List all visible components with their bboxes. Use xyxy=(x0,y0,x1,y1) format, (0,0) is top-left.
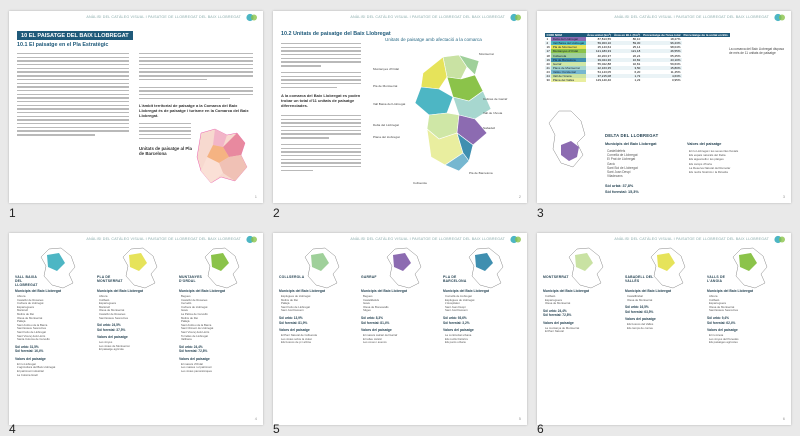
list-item: El patrimoni industrial xyxy=(17,368,44,373)
table-cell: 4,63% xyxy=(672,73,681,78)
table-cell: 18 xyxy=(546,53,550,58)
table-cell: 59,303,10 xyxy=(597,41,611,46)
table-cell: 39,024,36 xyxy=(597,57,611,62)
landscape-map xyxy=(193,127,251,185)
logo-icon xyxy=(245,235,259,244)
slide-header: ANÀLISI DEL CATÀLEG VISUAL I PAISATGE DE LLOBREGAT DEL BAIX LLOBREGAT xyxy=(86,237,241,241)
text-block xyxy=(281,43,361,90)
surface-forest: Sòl forestal: 81,9% xyxy=(279,320,308,325)
list-item: El Parc Natural de Collserola xyxy=(281,333,317,337)
section-subtitle: 10.2 Unitats de paisatge del Baix Llobregat xyxy=(281,31,391,37)
table-cell: 25,14 xyxy=(632,45,641,50)
list-item: Corbera de Llobregat xyxy=(17,301,44,306)
text-block xyxy=(139,53,253,101)
table-cell: 1 xyxy=(546,37,549,42)
section-title: 10 EL PAISATGE DEL BAIX LLOBREGAT xyxy=(17,31,133,40)
text-block xyxy=(281,115,361,173)
list-item: Olesa de Montserrat xyxy=(99,308,125,313)
slide-header: ANÀLISI DEL CATÀLEG VISUAL I PAISATGE DE LLOBREGAT DEL BAIX LLOBREGAT xyxy=(86,15,241,19)
valors-list xyxy=(689,149,738,174)
map-label: Pla de Barcelona xyxy=(469,171,493,175)
list-item: Collbató xyxy=(99,297,110,302)
unit-title: MUNTANYES D'ORDAL xyxy=(179,275,203,283)
valors-title: Valors del paisatge xyxy=(361,328,392,332)
list-item: Els parcs urbans xyxy=(445,340,466,345)
list-item: Sant Vicenç dels Horts xyxy=(181,329,210,334)
valors-title: Valors del paisatge xyxy=(625,317,656,322)
list-item: El riu Anoia xyxy=(709,333,724,337)
list-item: La Colònia Güell xyxy=(17,372,38,377)
text-block xyxy=(17,53,129,138)
unit-title: COLLSEROLA xyxy=(279,275,305,279)
surface-urban: Sòl urbà: 13,9% xyxy=(279,316,303,320)
list-item: El relleu càrstic xyxy=(363,336,382,341)
list-item: Molins de Rei xyxy=(17,311,34,316)
list-item: La continuïtat urbana xyxy=(445,333,472,337)
list-item: Torrelles de Llobregat xyxy=(181,333,208,338)
list-item: Les masies i el patrimoni xyxy=(181,365,212,370)
logo-icon xyxy=(509,235,523,244)
list-item: Castellví de Rosanes xyxy=(99,311,126,316)
page-number: 4 xyxy=(254,416,257,421)
map-label: Delta del Llobregat xyxy=(373,123,399,127)
section-subtitle: 10.1 El paisatge en el Pla Estratègic xyxy=(17,42,109,48)
list-item: Sitges xyxy=(363,308,371,313)
table-row xyxy=(545,49,730,53)
list-item: Gavà xyxy=(607,161,615,166)
list-item: Les vistes panoràmiques xyxy=(181,368,212,373)
map-label: Vall Baixa del Llobregat xyxy=(373,102,406,106)
map-label: Vall de l'Anoia xyxy=(483,111,503,115)
table-cell: Vall Baixa del Llobregat xyxy=(552,41,585,46)
table-cell: Collserola xyxy=(551,53,585,57)
unit-map xyxy=(303,247,343,289)
list-item: La Reserva Natural del Remolar xyxy=(689,165,731,170)
valors-list xyxy=(627,323,653,330)
table-cell: Pla de Barcelona xyxy=(551,58,585,62)
table-cell: 6,20 xyxy=(634,69,641,74)
page-number: 5 xyxy=(518,416,521,421)
surface-forest: Sòl forestal: 15,3% xyxy=(605,190,639,194)
list-item: Esparreguera xyxy=(545,297,562,302)
surface-forest: Sòl forestal: 72,8% xyxy=(179,349,208,354)
municipis-list xyxy=(363,295,389,313)
list-item: Sant Just Desvern xyxy=(281,308,304,313)
municipis-list xyxy=(17,295,50,342)
list-item: Sant Joan Despí xyxy=(607,170,631,175)
table-cell: 2 xyxy=(546,41,549,46)
list-item: Castelldefels xyxy=(363,297,380,302)
surface-urban: Sòl urbà: 8,3% xyxy=(361,316,383,320)
page-number: 6 xyxy=(782,416,785,421)
unit-title: VALL BAIXA DEL LLOBREGAT xyxy=(15,275,38,287)
list-item: Castellbisbal xyxy=(627,294,643,298)
municipis-title: Municipis del Baix Llobregat xyxy=(279,289,325,293)
valors-title: Valors del paisatge xyxy=(543,320,574,325)
surface-urban: Sòl urbà: 24,4% xyxy=(179,344,203,349)
table-cell: Garraf xyxy=(551,62,585,66)
slide-thumbnail-5[interactable] xyxy=(273,233,527,425)
map-label: Pla de Montserrat xyxy=(373,84,398,88)
table-cell: 21 xyxy=(546,65,550,70)
list-item: Castellví de Rosanes xyxy=(181,297,208,302)
list-item: Santa Coloma de Cervelló xyxy=(17,337,50,342)
slide-number-1: 1 xyxy=(9,206,16,220)
unit-map xyxy=(649,247,689,289)
map-label: Montserrat xyxy=(479,52,494,56)
list-item: Els aiguamolls i les platges xyxy=(689,157,724,162)
valors-title: Valors del paisatge xyxy=(15,356,46,361)
list-item: Abrera xyxy=(99,294,108,298)
table-cell: 25,143,64 xyxy=(597,45,611,50)
page-number: 3 xyxy=(782,194,785,199)
list-item: L'Hospitalet xyxy=(445,301,460,306)
list-item: Les vistes sobre la ciutat xyxy=(281,336,312,341)
list-item: Martorell xyxy=(99,304,110,309)
list-item: Abrera xyxy=(17,294,26,298)
table-cell: 86,10 xyxy=(632,37,641,42)
list-item: El Prat de Llobregat xyxy=(607,157,636,162)
table-cell: 16 xyxy=(546,45,550,50)
surface-forest: Sòl forestal: 81,4% xyxy=(361,320,390,325)
slide-number-6: 6 xyxy=(537,422,544,436)
slide-thumbnail-1[interactable] xyxy=(9,11,263,203)
table-cell: 17 xyxy=(546,49,550,54)
list-item: Sant Just Desvern xyxy=(445,308,468,313)
table-cell: 121,18 xyxy=(631,49,641,54)
map-label: Collserola xyxy=(413,181,427,185)
list-item: L'agricultura del Baix Llobregat xyxy=(17,365,56,370)
list-item: Olesa de Montserrat xyxy=(545,301,571,306)
unit-title: PLA DE BARCELONA xyxy=(443,275,467,283)
surface-urban: Sòl urbà: 24,5% xyxy=(97,323,121,328)
table-cell: Plana del Vallès xyxy=(551,78,585,82)
list-item: Els nuclis històrics i la Ricarda xyxy=(689,170,728,175)
surface-forest: Sòl forestal: 63,5% xyxy=(625,309,654,314)
surface-urban: Sòl urbà: 16,5% xyxy=(625,305,649,310)
list-item: Els camps d'horta xyxy=(689,161,712,166)
slide-header: ANÀLISI DEL CATÀLEG VISUAL I PAISATGE DE LLOBREGAT DEL BAIX LLOBREGAT xyxy=(350,15,505,19)
valors-list xyxy=(545,327,579,334)
surface-urban: Sòl urbà: 31,5% xyxy=(15,344,39,349)
list-item: Els espais naturals del Delta xyxy=(689,153,726,158)
list-item: Gavà xyxy=(181,308,188,313)
table-cell: 87,813,55 xyxy=(597,37,611,42)
slide-thumbnail-2[interactable] xyxy=(273,11,527,203)
slide-thumbnail-3[interactable] xyxy=(537,11,791,203)
slide-number-3: 3 xyxy=(537,206,544,220)
unit-title: DELTA DEL LLOBREGAT xyxy=(605,133,659,138)
list-item: Olesa de Montserrat xyxy=(17,315,43,320)
unit-map xyxy=(39,247,79,289)
list-item: El massís calcari del Garraf xyxy=(363,333,398,337)
municipis-list xyxy=(709,295,738,313)
table-cell: Pla de Montserrat xyxy=(551,45,585,49)
list-item: Esparreguera xyxy=(17,304,34,309)
list-item: Esplugues de Llobregat xyxy=(445,297,475,302)
municipis-title: Municipis del Baix Llobregat xyxy=(97,289,143,293)
unit-map xyxy=(467,247,507,289)
valors-title: Valors del paisatge xyxy=(179,356,210,361)
list-item: Esplugues de Llobregat xyxy=(281,294,311,298)
surface-urban: Sòl urbà: 9,4% xyxy=(707,316,729,320)
page-number: 2 xyxy=(518,194,521,199)
logo-icon xyxy=(245,13,259,22)
list-item: El paisatge agrícola xyxy=(99,347,124,352)
list-item: Molins de Rei xyxy=(281,297,298,302)
list-item: Els boscos del Vallès xyxy=(627,322,654,327)
delta-unit-map xyxy=(547,109,589,169)
valors-list xyxy=(363,334,397,345)
table-cell: 59,30 xyxy=(632,41,641,46)
logo-icon xyxy=(773,13,787,22)
list-item: Molins de Rei xyxy=(181,315,198,320)
unit-title: VALLS DE L'ANOIA xyxy=(707,275,726,283)
valors-title: Valors del paisatge xyxy=(279,328,310,332)
map-label: Colinas de Garraf xyxy=(483,97,508,101)
table-cell: 59,63% xyxy=(670,61,681,66)
valors-title: Valors del paisatge xyxy=(97,335,128,340)
table-cell: 55,022,88 xyxy=(597,61,611,66)
valors-list xyxy=(709,334,739,345)
list-item: Les coves i avencs xyxy=(363,340,387,345)
table-header: Àrea unitat (km²) xyxy=(587,33,611,38)
table-cell: 37,215,08 xyxy=(597,73,611,78)
list-item: Castelldefels xyxy=(607,149,626,153)
valors-list xyxy=(17,363,55,377)
list-item: Les vinyes xyxy=(99,340,113,345)
list-item: Sant Esteve Sesrovires xyxy=(17,326,47,331)
valors-list xyxy=(99,341,129,352)
map-label: Sabadell xyxy=(483,126,496,130)
unit-map xyxy=(385,247,425,289)
list-item: Begues xyxy=(181,294,191,298)
table-cell: 0,95% xyxy=(672,78,681,83)
list-item: Les vistes de Montserrat xyxy=(99,343,130,348)
list-item: Esparreguera xyxy=(99,301,116,306)
surface-forest: Sòl forestal: 3,2% xyxy=(443,320,470,325)
unit-title: PLA DE MONTSERRAT xyxy=(97,275,123,283)
unit-title: GARRAF xyxy=(361,275,377,279)
logo-icon xyxy=(509,13,523,22)
list-item: Els camps de conreu xyxy=(627,325,654,330)
municipis-list xyxy=(545,295,570,306)
list-item: El riu Llobregat xyxy=(17,361,36,366)
list-item: Gavà xyxy=(363,301,370,306)
table-cell: 121,183,33 xyxy=(595,49,611,54)
list-item: Collbató xyxy=(545,294,556,298)
list-item: Sant Andreu de la Barca xyxy=(181,322,212,327)
list-item: Olesa de Bonesvalls xyxy=(363,304,389,309)
valors-list xyxy=(181,363,212,374)
table-cell: 23 xyxy=(546,69,550,74)
municipis-title: Municipis del Baix Llobregat xyxy=(605,142,657,146)
list-item: Els boscos de pi i alzina xyxy=(281,340,311,345)
surface-forest: Sòl forestal: 16,4% xyxy=(15,349,44,354)
table-cell: 24 xyxy=(546,73,550,78)
municipis-list xyxy=(99,295,128,320)
table-cell: 30 xyxy=(546,78,550,83)
municipis-title: Municipis del Baix Llobregat xyxy=(443,289,489,293)
list-item: Castellví de Rosanes xyxy=(17,297,44,302)
list-item: Olesa de Montserrat xyxy=(627,297,653,302)
surface-forest: Sòl forestal: 37,5% xyxy=(97,327,126,332)
list-item: Sant Joan Despí xyxy=(445,304,466,309)
table-cell: 16,82 xyxy=(632,57,641,62)
table-cell: 96,23% xyxy=(670,41,681,46)
table-row xyxy=(545,78,730,82)
table-side-note: La comarca del Baix Llobregat disposa de més de 11 unitats de paisatge xyxy=(729,47,784,56)
valors-title: Valors del paisatge xyxy=(707,328,738,332)
slide-header: ANÀLISI DEL CATÀLEG VISUAL I PAISATGE DE LLOBREGAT DEL BAIX LLOBREGAT xyxy=(350,237,505,241)
slide-thumbnail-4[interactable] xyxy=(9,233,263,425)
list-item: Les vinyes del Penedès xyxy=(709,336,739,341)
list-item: La muntanya de Montserrat xyxy=(545,325,580,330)
list-item: Pallejà xyxy=(181,319,190,324)
table-cell: 15,80% xyxy=(670,65,681,70)
table-header: Percentatge de l'àrea total xyxy=(643,33,681,38)
table-cell: 129,140,40 xyxy=(595,78,611,83)
list-item: Pallejà xyxy=(281,301,290,306)
table-header: Àrea en BLL (Km²) xyxy=(614,33,641,38)
table-cell: Delta del Llobregat xyxy=(551,37,585,41)
table-cell: 1,23 xyxy=(634,78,641,83)
municipis-list xyxy=(181,295,213,342)
table-cell: 43,10% xyxy=(670,57,681,62)
list-item: Els paisatges agrícoles xyxy=(709,340,738,345)
unit-map xyxy=(567,247,607,289)
list-item: Sant Andreu de la Barca xyxy=(17,322,48,327)
list-item: Cervelló xyxy=(181,301,192,306)
valors-list xyxy=(281,334,317,345)
list-item: Pallejà xyxy=(17,319,26,324)
table-cell: 98,04% xyxy=(670,45,681,50)
valors-title: Valors del paisatge xyxy=(687,142,722,146)
municipis-list xyxy=(607,149,638,178)
highlight-quote: L'àmbit territorial de paisatge a la Comarca del Baix Llobregat és de paisatge i turisme en la Comarca del Baix Llobregat. xyxy=(139,103,249,118)
list-item: Vallirana xyxy=(181,337,192,342)
table-cell: 32,81 xyxy=(632,61,641,66)
municipis-list xyxy=(281,295,310,313)
slide-thumbnail-6[interactable] xyxy=(537,233,791,425)
table-cell: 40,203,37 xyxy=(597,53,611,58)
table-cell: Vall de l'Anoia xyxy=(551,74,585,78)
table-cell: 22,163,35 xyxy=(597,65,611,70)
municipis-title: Municipis del Baix Llobregat xyxy=(361,289,407,293)
list-item: Olesa de Montserrat xyxy=(709,304,735,309)
table-cell: 54,143,05 xyxy=(597,69,611,74)
table-cell: 18,27% xyxy=(670,37,681,42)
municipis-title: Municipis del Baix Llobregat xyxy=(625,289,671,293)
list-item: Martorell xyxy=(17,308,28,313)
list-item: La Palma de Cervelló xyxy=(181,311,208,316)
list-item: Sant Feliu de Llobregat xyxy=(281,304,310,309)
table-cell: 19 xyxy=(546,57,550,62)
municipis-title: Municipis del Baix Llobregat xyxy=(707,289,753,293)
table-cell: 11,45% xyxy=(670,69,681,74)
surface-forest: Sòl forestal: 62,4% xyxy=(707,320,736,325)
unit-map xyxy=(203,247,243,289)
list-item: Sant Feliu de Llobregat xyxy=(17,329,46,334)
list-item: El riu Llobregat i les seves illes fluvials xyxy=(689,149,739,153)
list-item: Cornellà de Llobregat xyxy=(445,294,472,298)
unit-title: SABADELL DEL VALLÈS xyxy=(625,275,654,283)
list-item: Sant Boi de Llobregat xyxy=(607,165,638,170)
list-item: Corbera de Llobregat xyxy=(181,304,208,309)
surface-urban: Sòl urbà: 93,6% xyxy=(443,316,467,320)
page-number: 1 xyxy=(254,194,257,199)
list-item: El Parc Natural xyxy=(545,329,564,334)
slide-number-5: 5 xyxy=(273,422,280,436)
table-cell: Vallès Occidental xyxy=(551,70,585,74)
slide-header: ANÀLISI DEL CATÀLEG VISUAL I PAISATGE DE LLOBREGAT DEL BAIX LLOBREGAT xyxy=(614,15,769,19)
text-block xyxy=(139,123,191,141)
slide-number-2: 2 xyxy=(273,206,280,220)
surface-urban: Sòl urbà: 37,8% xyxy=(605,184,634,188)
unit-map xyxy=(731,247,771,289)
table-cell: 3,50 xyxy=(634,65,641,70)
valors-list xyxy=(445,334,471,345)
table-cell: 20 xyxy=(546,61,550,66)
table-cell: 26,24 xyxy=(632,53,641,58)
list-item: El massís d'Ordal xyxy=(181,361,203,366)
municipis-title: Municipis del Baix Llobregat xyxy=(543,289,589,293)
unit-title: MONTSERRAT xyxy=(543,275,569,279)
list-item: Sant Esteve Sesrovires xyxy=(99,315,129,320)
table-cell: 1,72 xyxy=(634,73,641,78)
list-item: Begues xyxy=(363,294,373,298)
highlight-text: A la comarca del Baix Llobregat es poden trobar un total d'11 unitats de paisatge diferenciades. xyxy=(281,93,361,108)
map-label: Plana del Llobregat xyxy=(373,135,400,139)
list-item: Viladecans xyxy=(607,174,623,179)
list-item: Esparreguera xyxy=(709,301,726,306)
table-header: Percentatge de la unitat en BLL xyxy=(683,33,729,38)
surface-urban: Sòl urbà: 24,4% xyxy=(543,308,567,313)
municipis-list xyxy=(445,295,474,313)
list-item: Sant Climent de Llobregat xyxy=(181,326,214,331)
unit-map xyxy=(121,247,161,289)
list-item: Sant Esteve Sesrovires xyxy=(709,308,739,313)
map-title: Unitats de paisatge amb afectació a la comarca xyxy=(385,37,482,42)
table-cell: Plans de Montserrat xyxy=(551,66,585,70)
list-item: Abrera xyxy=(709,294,718,298)
logo-icon xyxy=(773,235,787,244)
table-cell: 46,55% xyxy=(670,49,681,54)
municipis-title: Municipis del Baix Llobregat xyxy=(179,289,225,293)
valors-title: Valors del paisatge xyxy=(443,328,474,332)
table-header: CODI NOM xyxy=(545,33,586,37)
list-item: Cornellà de Llobregat xyxy=(607,153,638,158)
municipis-list xyxy=(627,295,652,302)
map-label: Muntanyes d'Ordal xyxy=(373,67,399,71)
map-caption: Unitats de paisatge al Pla de Barcelona xyxy=(139,146,192,156)
table-cell: Muntanyes d'Ordal xyxy=(551,49,585,53)
surface-forest: Sòl forestal: 72,8% xyxy=(543,313,572,318)
municipis-title: Municipis del Baix Llobregat xyxy=(15,289,61,293)
units-table xyxy=(545,33,730,82)
table-cell: 65,25% xyxy=(670,53,681,58)
slide-number-4: 4 xyxy=(9,422,16,436)
slide-header: ANÀLISI DEL CATÀLEG VISUAL I PAISATGE DE LLOBREGAT DEL BAIX LLOBREGAT xyxy=(614,237,769,241)
list-item: Sant Vicenç dels Horts xyxy=(17,333,46,338)
list-item: Collbató xyxy=(709,297,720,302)
list-item: Els nuclis històrics xyxy=(445,336,468,341)
